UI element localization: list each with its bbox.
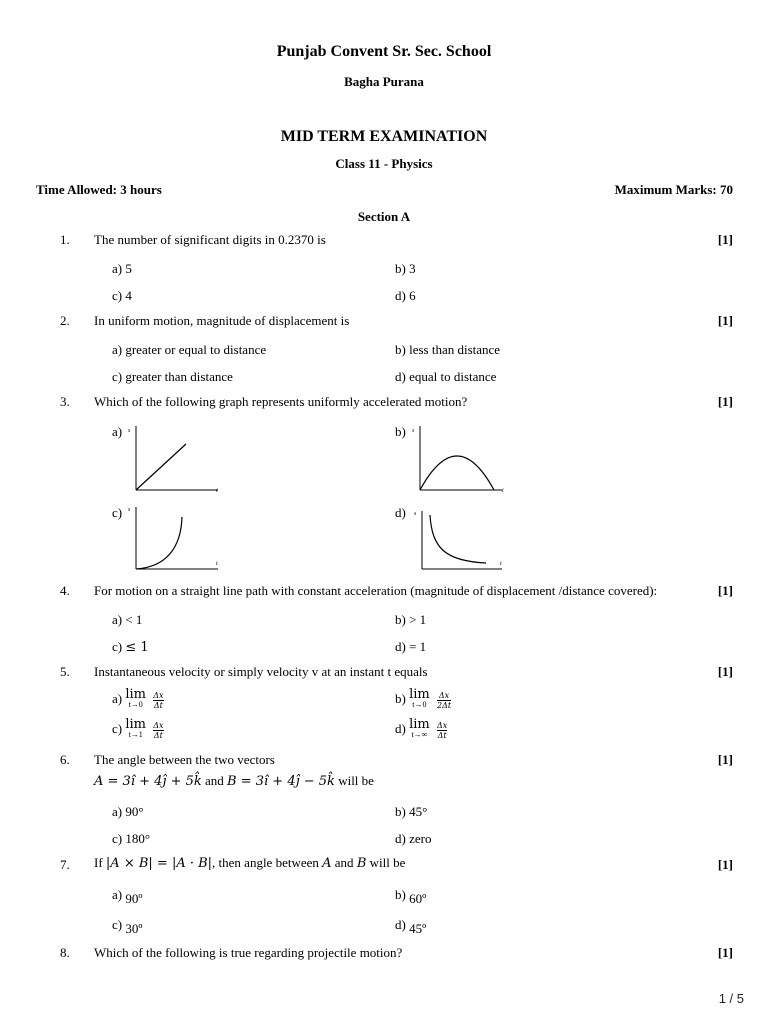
t-axis-label: t [216, 561, 218, 567]
lim-subscript: t→∞ [411, 730, 428, 739]
option-value: 30º [125, 921, 143, 936]
question-number: 1. [60, 232, 70, 247]
text-tail: will be [369, 855, 406, 870]
school-location: Bagha Purana [344, 74, 424, 89]
lim-word: lim [409, 687, 430, 702]
vector-a: A [322, 856, 332, 871]
question-marks: [1] [717, 857, 733, 872]
question-number: 2. [60, 313, 70, 328]
numerator: Δx [437, 720, 448, 730]
option-d: d) equal to distance [395, 369, 497, 384]
school-name: Punjab Convent Sr. Sec. School [276, 43, 492, 60]
s-axis-label: s [412, 428, 415, 434]
option-b: b) [395, 424, 406, 439]
option-c-symbol: ≤ 1 [125, 640, 149, 655]
option-label: c) [112, 720, 123, 736]
question-text: Which of the following graph represents uniformly accelerated motion? [94, 394, 468, 409]
option-a: a) 5 [112, 261, 132, 276]
graph-b-parabola [410, 422, 510, 494]
option-b: b) 3 [395, 261, 416, 276]
option-b: b) less than distance [395, 342, 501, 357]
option-d: d) 6 [395, 288, 416, 303]
option-c [112, 639, 149, 655]
question-marks: [1] [717, 752, 733, 767]
option-d: d) zero [395, 831, 432, 846]
question-number: 6. [60, 752, 70, 767]
t-axis-label: t [216, 488, 218, 494]
option-b [395, 687, 452, 710]
limit-expression [125, 717, 147, 740]
denominator: Δt [153, 730, 163, 740]
class-subject: Class 11 - Physics [335, 156, 433, 171]
question-text: Instantaneous velocity or simply velocity v at an instant t equals [94, 664, 428, 679]
option-c: c) 4 [112, 288, 132, 303]
and-word: and [334, 855, 354, 870]
and-word: and [205, 773, 224, 788]
limit-expression [125, 687, 147, 710]
option-a: a) [112, 424, 123, 439]
t-axis-label: t [502, 488, 504, 494]
question-number: 5. [60, 664, 70, 679]
question-marks: [1] [717, 664, 733, 679]
option-d: d) [395, 505, 406, 520]
formula-tail: will be [338, 773, 374, 788]
question-number: 4. [60, 583, 70, 598]
lim-word: lim [125, 717, 147, 732]
option-c [112, 917, 142, 937]
question-marks: [1] [717, 945, 733, 960]
graph-c-accelerating [126, 503, 226, 575]
option-c: c) greater than distance [112, 369, 233, 384]
question-marks: [1] [717, 583, 733, 598]
option-label: a) [112, 690, 123, 706]
denominator: Δt [153, 700, 163, 710]
option-d: d) = 1 [395, 639, 427, 654]
question-number: 7. [60, 857, 70, 872]
s-axis-label: s [128, 507, 131, 513]
question-marks: [1] [717, 313, 733, 328]
s-axis-label: s [128, 428, 131, 434]
page-number: 1 / 5 [718, 991, 744, 1006]
question-marks: [1] [717, 394, 733, 409]
fraction [153, 691, 163, 710]
numerator: Δx [153, 720, 164, 730]
vector-formula-line [94, 773, 374, 789]
option-d [395, 717, 448, 740]
lim-word: lim [409, 717, 430, 732]
denominator: Δt [437, 730, 447, 740]
fraction [153, 721, 163, 740]
graph-d-decaying [410, 503, 510, 575]
cross-dot-expression: |A × B| = |A · B| [105, 856, 213, 871]
fraction [437, 721, 447, 740]
option-value: 60º [409, 891, 427, 906]
option-value: 45º [409, 921, 427, 936]
option-value: 90º [125, 891, 143, 906]
question-text: The angle between the two vectors [94, 752, 275, 767]
numerator: Δx [438, 690, 450, 700]
option-b [395, 887, 426, 907]
vector-b-formula: B = 3î + 4ĵ − 5k̂ [227, 774, 335, 789]
option-label: c) [112, 917, 123, 932]
question-marks: [1] [717, 232, 733, 247]
s-axis-label: s [414, 511, 417, 517]
option-b: b) > 1 [395, 612, 427, 627]
graph-a-linear [126, 422, 226, 494]
option-c [112, 717, 164, 740]
maximum-marks: Maximum Marks: 70 [614, 182, 733, 197]
option-a [112, 887, 142, 907]
lim-subscript: t→0 [412, 700, 427, 709]
option-label: d) [395, 720, 406, 736]
question-text [94, 855, 405, 871]
option-d [395, 917, 426, 937]
option-a: a) greater or equal to distance [112, 342, 267, 357]
question-text: Which of the following is true regarding projectile motion? [94, 945, 403, 960]
question-text: The number of significant digits in 0.2370 is [94, 232, 326, 247]
option-c: c) [112, 505, 123, 520]
option-label: a) [112, 887, 123, 902]
time-allowed: Time Allowed: 3 hours [36, 182, 162, 197]
option-label: b) [395, 690, 406, 706]
option-c: c) 180° [112, 831, 151, 846]
t-axis-label: t [500, 561, 502, 567]
fraction [437, 691, 451, 710]
option-a [112, 687, 164, 710]
question-text: In uniform motion, magnitude of displacement is [94, 313, 350, 328]
option-a: a) 90° [112, 804, 144, 819]
vector-b: B [356, 856, 367, 871]
question-number: 8. [60, 945, 70, 960]
vector-a-formula: A = 3î + 4ĵ + 5k̂ [94, 774, 202, 789]
exam-title: MID TERM EXAMINATION [280, 128, 488, 145]
numerator: Δx [153, 690, 164, 700]
limit-expression [409, 717, 430, 740]
option-b: b) 45° [395, 804, 428, 819]
lim-subscript: t→0 [128, 700, 143, 709]
limit-expression [409, 687, 430, 710]
option-label: d) [395, 917, 406, 932]
option-a: a) < 1 [112, 612, 143, 627]
text-prefix: If [94, 855, 103, 870]
option-label: b) [395, 887, 406, 902]
question-text: For motion on a straight line path with constant acceleration (magnitude of displacement /distance covered): [94, 583, 658, 598]
lim-word: lim [125, 687, 147, 702]
option-c-label: c) [112, 639, 123, 654]
text-mid: , then angle between [212, 855, 319, 870]
question-number: 3. [60, 394, 70, 409]
denominator: 2Δt [437, 700, 452, 710]
section-heading: Section A [357, 209, 411, 224]
lim-subscript: t→1 [128, 730, 143, 739]
